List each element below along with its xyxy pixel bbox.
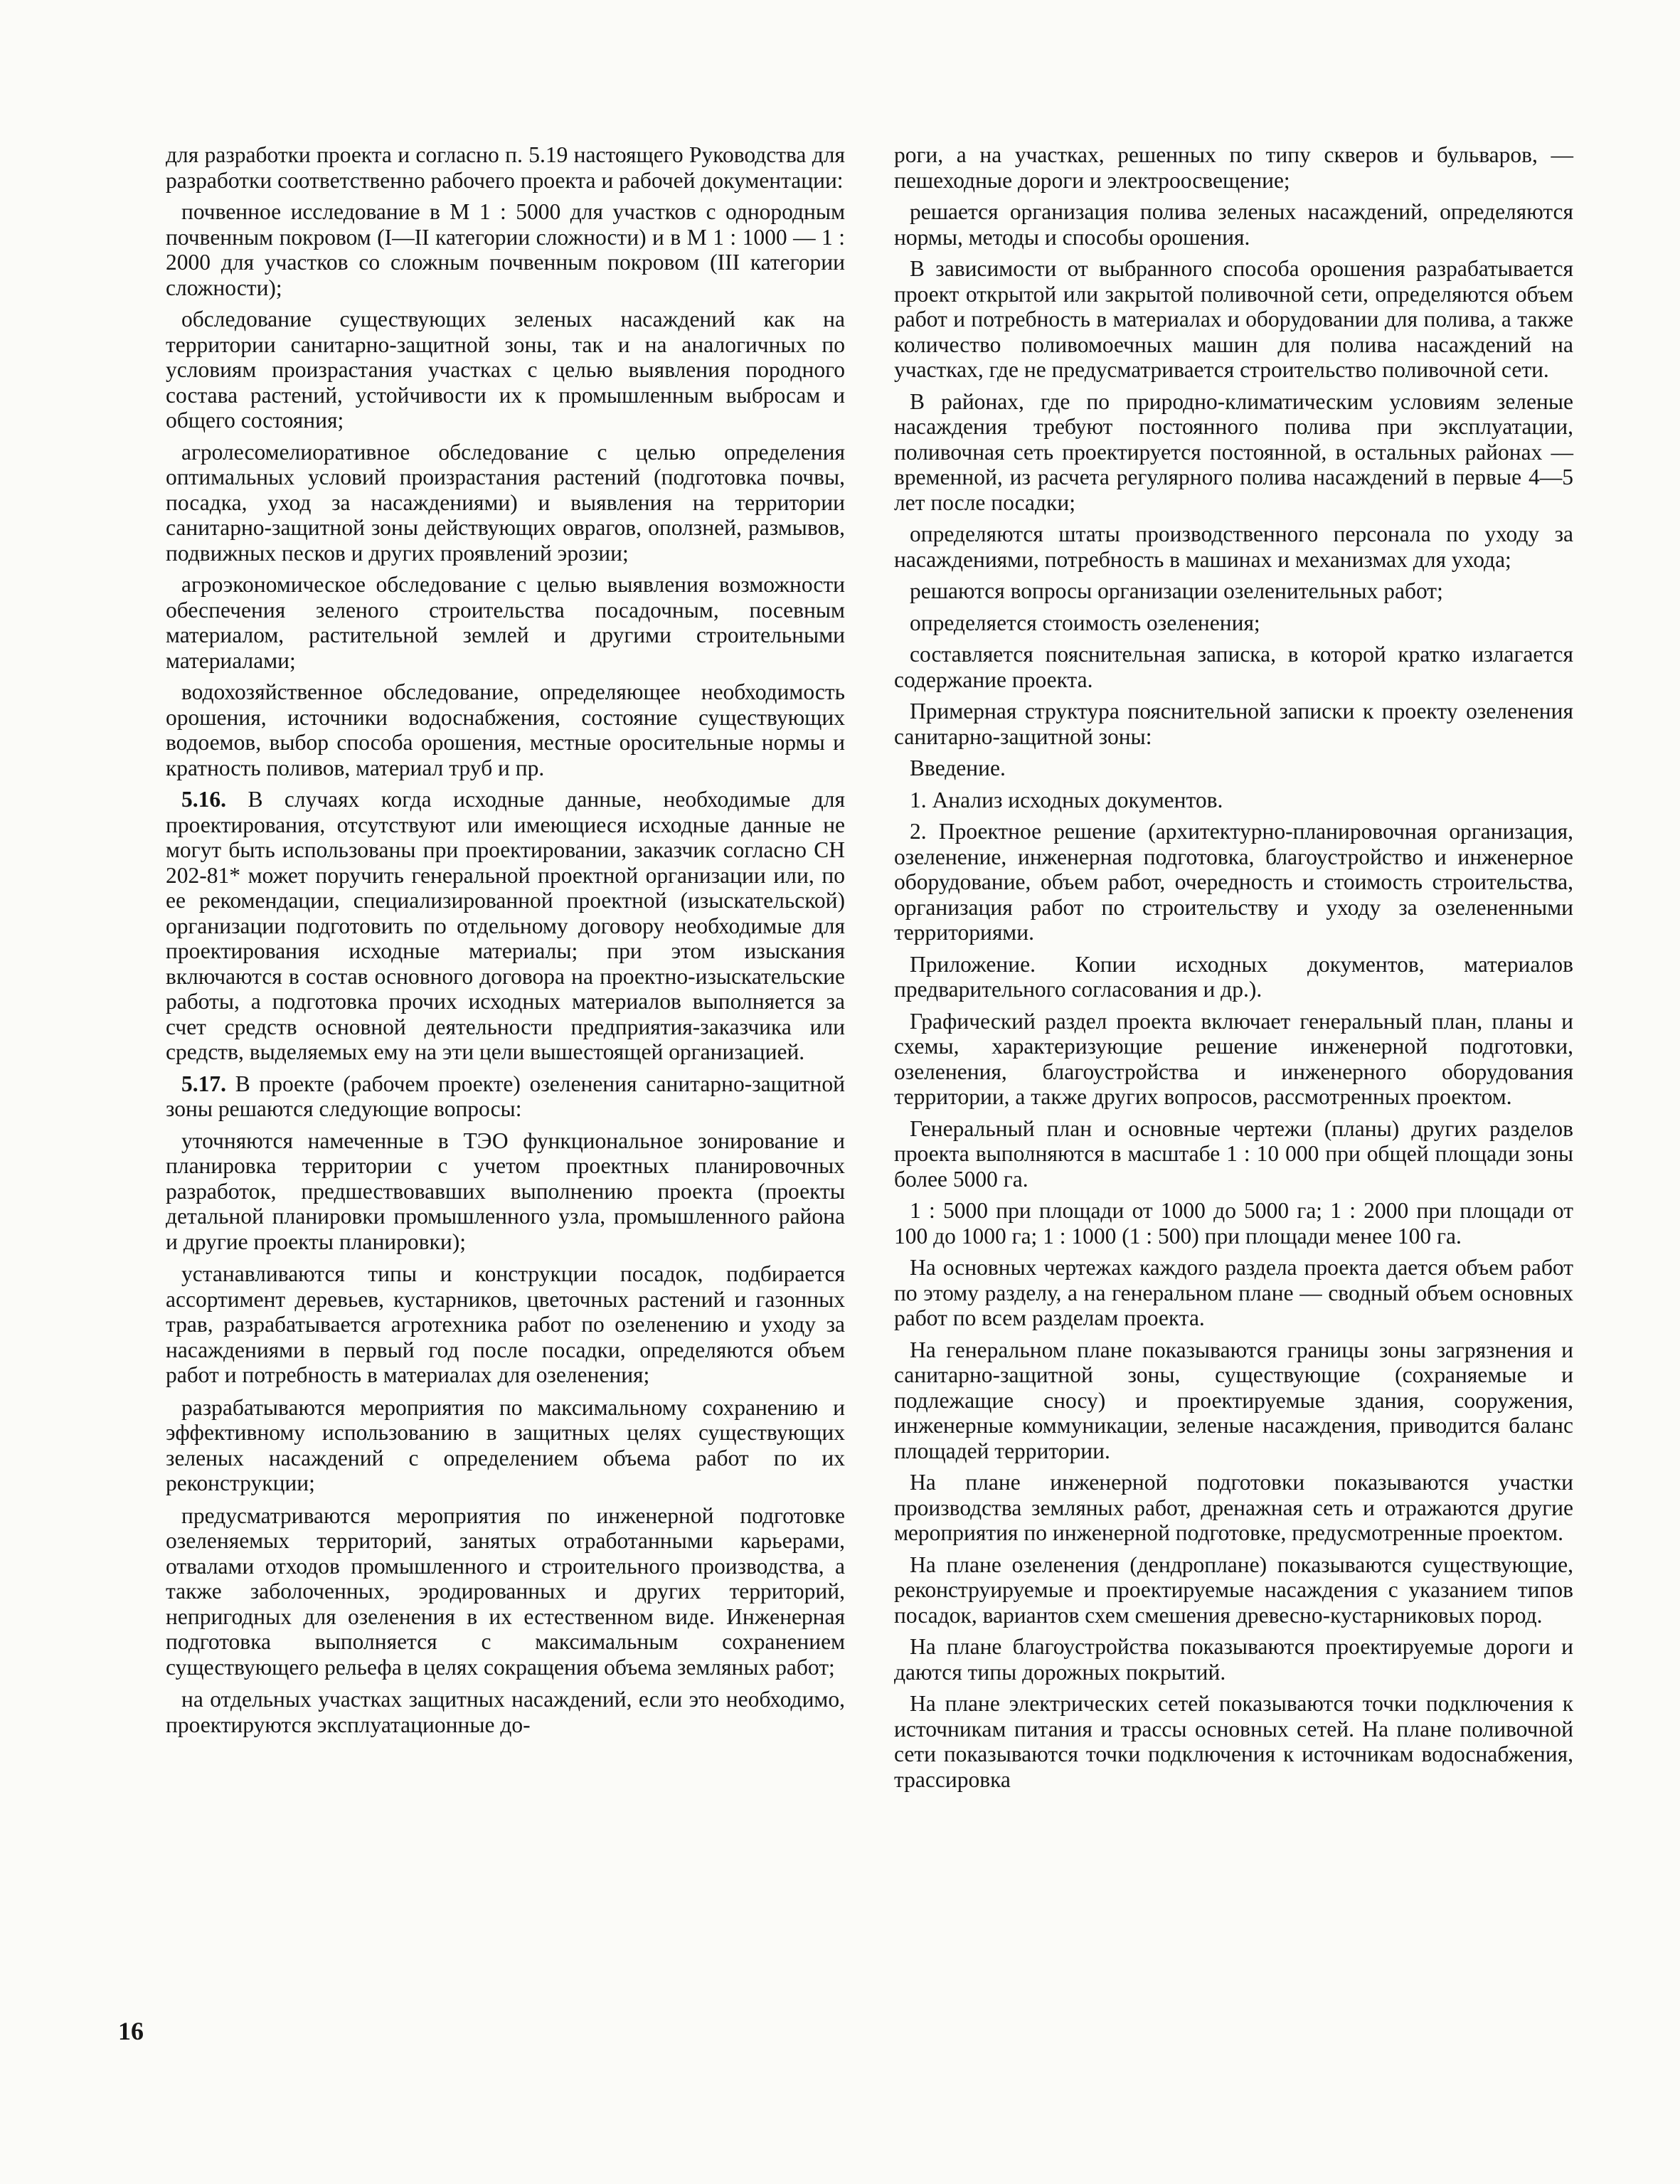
paragraph: 1 : 5000 при площади от 1000 до 5000 га; 1 : 2000 при площади от 100 до 1000 га; 1 : 1000 (1 : 500) при площади менее 100 га. — [894, 1198, 1573, 1249]
section-number: 5.16. — [181, 787, 226, 812]
paragraph: определяются штаты производственного персонала по уходу за насаждениями, потребность в машинах и механизмах для ухода; — [894, 521, 1573, 572]
paragraph: устанавливаются типы и конструкции посадок, подбирается ассортимент деревьев, кустарников, цветочных растений и газонных трав, разрабатывается агротехника работ по озеленению и уходу за насаждениями в первый год после посадки, определяются объем работ и потребность в материалах для озеленения; — [166, 1261, 845, 1387]
paragraph: На генеральном плане показываются границы зоны загрязнения и санитарно-защитной зоны, существующие (сохраняемые и подлежащие сносу) и проектируемые здания, сооружения, инженерные коммуникации, зеленые насаждения, приводится баланс площадей территории. — [894, 1337, 1573, 1463]
paragraph: 2. Проектное решение (архитектурно-планировочная организация, озеленение, инженерная подготовка, благоустройство и инженерное оборудование, объем работ, очередность и стоимость строительства, организация работ по строительству и уходу за озелененными территориями. — [894, 819, 1573, 945]
paragraph-5-16 — [166, 787, 845, 1065]
paragraph: Генеральный план и основные чертежи (планы) других разделов проекта выполняются в масштабе 1 : 10 000 при общей площади зоны более 5000 га. — [894, 1115, 1573, 1192]
paragraph: роги, а на участках, решенных по типу скверов и бульваров, — пешеходные дороги и электроосвещение; — [894, 142, 1573, 193]
paragraph: решаются вопросы организации озеленительных работ; — [910, 578, 1443, 603]
left-column — [166, 142, 845, 1744]
paragraph: обследование существующих зеленых насаждений как на территории санитарно-защитной зоны, так и на аналогичных по условиям произрастания участках с целью выявления породного состава растений, устойчивости их к промышленным выбросам и общего состояния; — [166, 307, 845, 433]
right-column — [894, 142, 1573, 1798]
paragraph: водохозяйственное обследование, определяющее необходимость орошения, источники водоснабжения, состояние существующих водоемов, выбор способа орошения, местные оросительные нормы и кратность поливов, материал труб и пр. — [166, 679, 845, 780]
paragraph: На плане инженерной подготовки показываются участки производства земляных работ, дренажная сеть и отражаются другие мероприятия по инженерной подготовке, предусмотренные проектом. — [894, 1470, 1573, 1545]
paragraph-text: В случаях когда исходные данные, необходимые для проектирования, отсутствуют или имеющиеся исходные данные не могут быть использованы при проектировании, заказчик согласно СН 202-81* может поручить генеральной проектной организации или, по ее рекомендации, специализированной проектной (изыскательской) организации подготовить по отдельному договору необходимые для проектирования исходные материалы; при этом изыскания включаются в состав основного договора на проектно-изыскательские работы, а подготовка прочих исходных материалов выполняется за счет средств основной деятельности предприятия-заказчика или средств, выделяемых ему на эти цели вышестоящей организацией. — [166, 787, 845, 1064]
paragraph: для разработки проекта и согласно п. 5.19 настоящего Руководства для разработки соответственно рабочего проекта и рабочей документации: — [166, 142, 845, 193]
paragraph: агроэкономическое обследование с целью выявления возможности обеспечения зеленого строительства посадочным, посевным материалом, растительной землей и другими строительными материалами; — [166, 572, 845, 673]
paragraph: на отдельных участках защитных насаждений, если это необходимо, проектируются эксплуатационные до- — [166, 1687, 845, 1737]
paragraph: агролесомелиоративное обследование с целью определения оптимальных условий произрастания растений (подготовка почвы, посадка, уход за насаждениями) и выявления на территории санитарно-защитной зоны действующих оврагов, оползней, размывов, подвижных песков и других проявлений эрозии; — [166, 439, 845, 566]
paragraph-text: В проекте (рабочем проекте) озеленения санитарно-защитной зоны решаются следующие вопросы: — [166, 1071, 845, 1121]
paragraph: На основных чертежах каждого раздела проекта дается объем работ по этому разделу, а на генеральном плане — сводный объем основных работ по всем разделам проекта. — [894, 1255, 1573, 1330]
paragraph: решается организация полива зеленых насаждений, определяются нормы, методы и способы орошения. — [894, 199, 1573, 250]
paragraph: разрабатываются мероприятия по максимальному сохранению и эффективному использованию в защитных целях существующих зеленых насаждений с определением объема работ по их реконструкции; — [166, 1394, 845, 1495]
paragraph: Введение. — [910, 756, 1006, 780]
paragraph: На плане озеленения (дендроплане) показываются существующие, реконструируемые и проектируемые насаждения с указанием типов посадок, вариантов схем смешения древесно-кустарниковых пород. — [894, 1552, 1573, 1628]
page-number: 16 — [118, 2017, 144, 2045]
paragraph: предусматриваются мероприятия по инженерной подготовке озеленяемых территорий, занятых отработанными карьерами, отвалами отходов промышленного и строительного производства, а также заболоченных, эродированных и других территорий, непригодных для озеленения в их естественном виде. Инженерная подготовка выполняется с максимальным сохранением существующего рельефа в целях сокращения объема земляных работ; — [166, 1502, 845, 1680]
section-number: 5.17. — [181, 1071, 226, 1096]
paragraph: На плане благоустройства показываются проектируемые дороги и даются типы дорожных покрытий. — [894, 1634, 1573, 1685]
paragraph: Графический раздел проекта включает генеральный план, планы и схемы, характеризующие решение инженерной подготовки, озеленения, благоустройства и инженерного оборудования территории, а также других вопросов, рассмотренных проектом. — [894, 1008, 1573, 1109]
paragraph: На плане электрических сетей показываются точки подключения к источникам питания и трассы основных сетей. На плане поливочной сети показываются точки подключения к источникам водоснабжения, трассировка — [894, 1691, 1573, 1792]
paragraph: В районах, где по природно-климатическим условиям зеленые насаждения требуют постоянного полива при эксплуатации, поливочная сеть проектируется постоянной, в остальных районах — временной, из расчета регулярного полива насаждений в первые 4—5 лет после посадки; — [894, 388, 1573, 515]
paragraph: Примерная структура пояснительной записки к проекту озеленения санитарно-защитной зоны: — [894, 699, 1573, 749]
paragraph: Приложение. Копии исходных документов, материалов предварительного согласования и др.). — [894, 951, 1573, 1002]
paragraph: В зависимости от выбранного способа орошения разрабатывается проект открытой или закрытой поливочной сети, определяются объем работ и потребность в материалах и оборудовании для полива, а также количество поливомоечных машин для полива насаждений на участках, где не предусматривается строительство поливочной сети. — [894, 256, 1573, 382]
paragraph: 1. Анализ исходных документов. — [910, 787, 1223, 812]
paragraph: составляется пояснительная записка, в которой кратко излагается содержание проекта. — [894, 642, 1573, 692]
paragraph-5-17 — [166, 1071, 845, 1122]
paragraph: определяется стоимость озеленения; — [910, 610, 1260, 635]
paragraph: уточняются намеченные в ТЭО функциональное зонирование и планировка территории с учетом проектных планировочных разработок, предшествовавших выполнению проекта (проекты детальной планировки промышленного узла, промышленного района и другие проекты планировки); — [166, 1128, 845, 1254]
paragraph: почвенное исследование в М 1 : 5000 для участков с однородным почвенным покровом (I—II категории сложности) и в М 1 : 1000 — 1 : 2000 для участков со сложным почвенным покровом (III категории сложности); — [166, 199, 845, 300]
